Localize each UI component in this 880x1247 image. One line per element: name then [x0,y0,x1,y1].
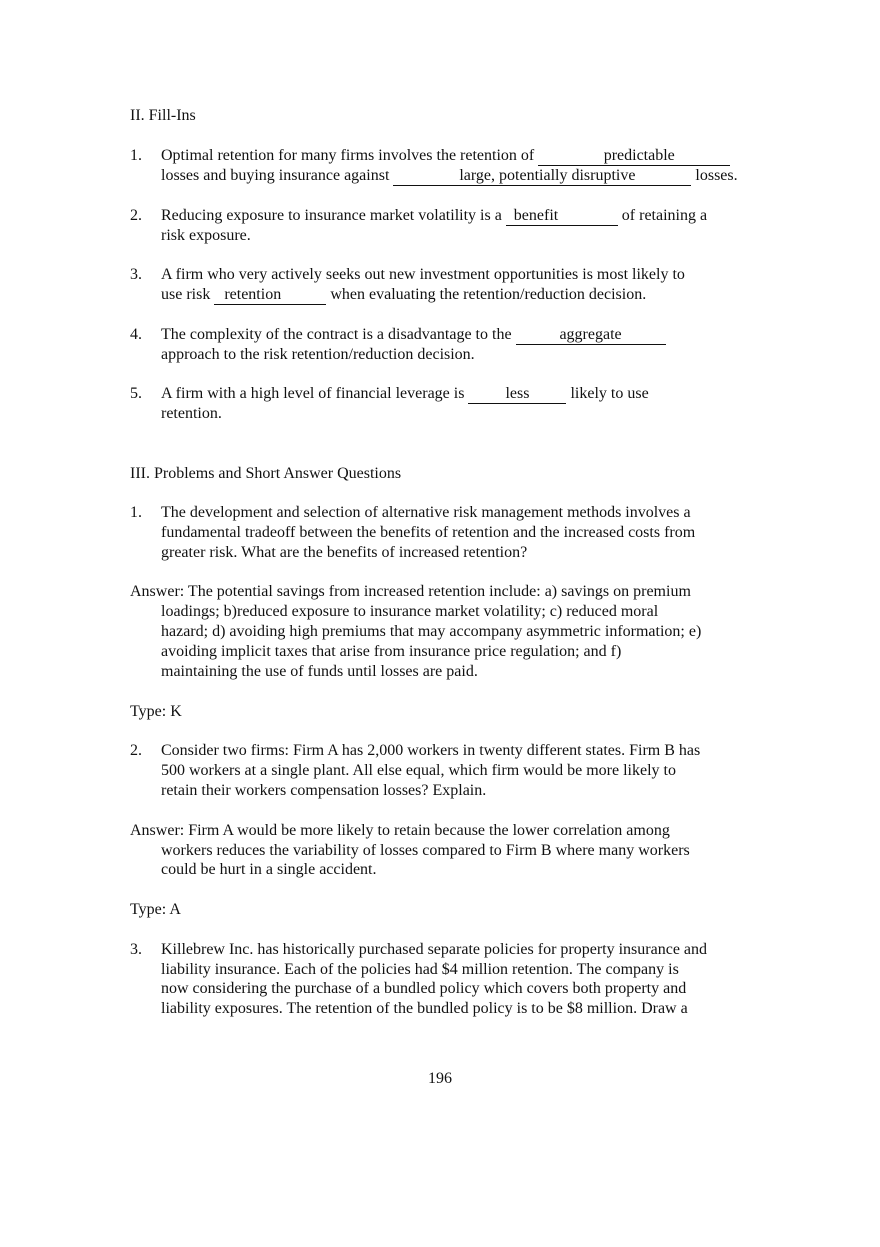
fill-in-line [161,166,738,186]
fill-in-number: 2. [130,207,142,224]
section-heading-fill-ins: II. Fill-Ins [130,107,196,124]
question-line: 500 workers at a single plant. All else equal, which firm would be more likely to [161,762,676,779]
question-line: fundamental tradeoff between the benefits of retention and the increased costs from [161,524,696,541]
answer-line: Answer: The potential savings from increased retention include: a) savings on premium [130,583,691,600]
answer-line: avoiding implicit taxes that arise from insurance price regulation; and f) [161,643,622,660]
fill-in-answer: benefit [506,207,618,226]
question-type: Type: K [130,703,182,720]
answer-line: maintaining the use of funds until losses are paid. [161,663,478,680]
fill-in-text: Reducing exposure to insurance market volatility is a [161,207,506,224]
question-number: 3. [130,941,142,958]
fill-in-answer: aggregate [516,326,666,345]
fill-in-text: The complexity of the contract is a disadvantage to the [161,326,516,343]
answer-line: hazard; d) avoiding high premiums that may accompany asymmetric information; e) [161,623,702,640]
answer-line: Answer: Firm A would be more likely to retain because the lower correlation among [130,822,670,839]
fill-in-text: likely to use [566,385,649,402]
question-line: retain their workers compensation losses? Explain. [161,782,487,799]
fill-in-answer: retention [214,286,326,305]
question-line: Killebrew Inc. has historically purchased separate policies for property insurance and [161,941,708,958]
fill-in-number: 3. [130,266,142,283]
fill-in-line: A firm who very actively seeks out new investment opportunities is most likely to [161,266,685,283]
fill-in-line [161,384,649,404]
fill-in-answer: less [468,385,566,404]
question-number: 1. [130,504,142,521]
question-line: The development and selection of alternative risk management methods involves a [161,504,691,521]
answer-line: workers reduces the variability of losses compared to Firm B where many workers [161,842,690,859]
fill-in-line: retention. [161,405,222,422]
fill-in-number: 5. [130,385,142,402]
question-line: liability exposures. The retention of the bundled policy is to be $8 million. Draw a [161,1000,688,1017]
fill-in-answer: predictable [538,147,730,166]
fill-in-text: use risk [161,286,215,303]
question-number: 2. [130,742,142,759]
fill-in-line [161,146,730,166]
fill-in-text: losses and buying insurance against [161,167,394,184]
question-line: liability insurance. Each of the policies had $4 million retention. The company is [161,961,679,978]
fill-in-number: 4. [130,326,142,343]
fill-in-text: when evaluating the retention/reduction decision. [326,286,647,303]
answer-line: loadings; b)reduced exposure to insurance market volatility; c) reduced moral [161,603,659,620]
fill-in-line: risk exposure. [161,227,251,244]
question-type: Type: A [130,901,181,918]
fill-in-text: A firm with a high level of financial leverage is [161,385,469,402]
fill-in-text: losses. [691,167,738,184]
fill-in-answer: large, potentially disruptive [393,167,691,186]
fill-in-line [161,206,707,226]
fill-in-line: approach to the risk retention/reduction decision. [161,346,475,363]
fill-in-line [161,325,666,345]
question-line: now considering the purchase of a bundled policy which covers both property and [161,980,687,997]
question-line: greater risk. What are the benefits of increased retention? [161,544,528,561]
fill-in-text: of retaining a [617,207,708,224]
page-number: 196 [428,1070,452,1087]
section-heading-problems: III. Problems and Short Answer Questions [130,465,402,482]
question-line: Consider two firms: Firm A has 2,000 workers in twenty different states. Firm B has [161,742,701,759]
fill-in-number: 1. [130,147,142,164]
answer-line: could be hurt in a single accident. [161,861,377,878]
fill-in-text: Optimal retention for many firms involves the retention of [161,147,539,164]
fill-in-line [161,285,646,305]
